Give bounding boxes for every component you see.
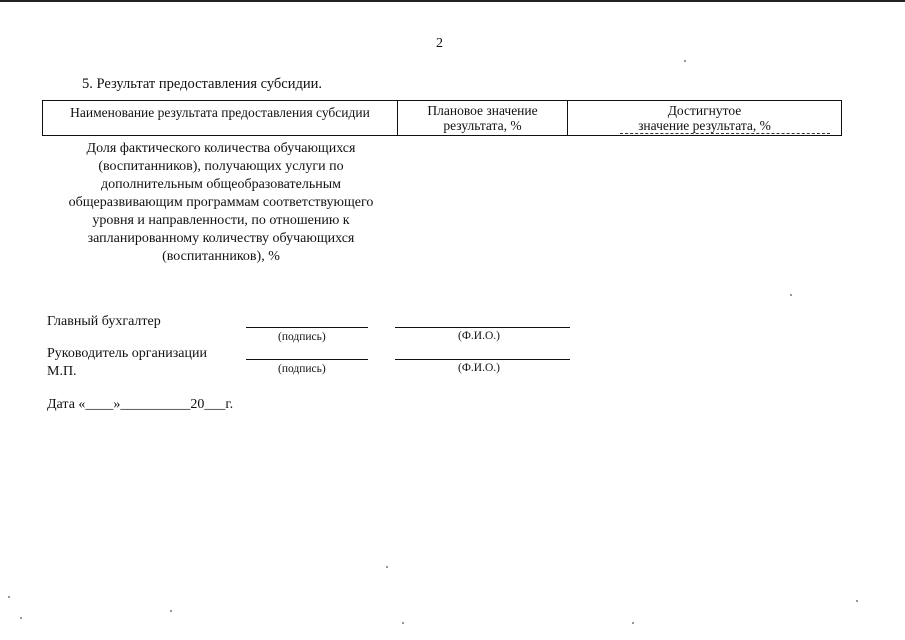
head-signature-caption: (подпись) xyxy=(278,363,326,375)
scan-speck xyxy=(386,566,388,568)
head-of-organization-label: Руководитель организации xyxy=(47,346,207,361)
chief-accountant-label: Главный бухгалтер xyxy=(47,314,161,329)
head-signature-line xyxy=(246,359,368,360)
table-header-result-name-text: Наименование результата предоставления субсидии xyxy=(70,105,370,120)
scan-speck xyxy=(20,617,22,619)
date-line: Дата «____»__________20___г. xyxy=(47,397,234,412)
stamp-label: М.П. xyxy=(47,364,77,379)
scan-speck xyxy=(790,294,792,296)
table-header-planned-value xyxy=(397,101,567,135)
chief-accountant-signature-caption: (подпись) xyxy=(278,331,326,343)
table-header-result-name xyxy=(43,101,397,135)
head-name-line xyxy=(395,359,570,360)
page-number: 2 xyxy=(436,36,443,51)
table-header-achieved-value xyxy=(567,101,841,135)
head-name-caption: (Ф.И.О.) xyxy=(458,362,500,374)
table-header-achieved-value-text: Достигнутое значение результата, % xyxy=(638,103,771,133)
result-table xyxy=(42,100,842,136)
scan-speck xyxy=(402,622,404,624)
chief-accountant-name-caption: (Ф.И.О.) xyxy=(458,330,500,342)
scan-speck xyxy=(856,600,858,602)
dashed-rule xyxy=(620,133,830,134)
table-row-result-name: Доля фактического количества обучающихся (воспитанников), получающих услуги по дополнительным общеобразовательным общеразвивающим программам соответствующего уровня и направленности, по отношению к запланированному количеству обучающихся (воспитанников), % xyxy=(68,141,374,264)
chief-accountant-name-line xyxy=(395,327,570,328)
chief-accountant-signature-line xyxy=(246,327,368,328)
section-heading: 5. Результат предоставления субсидии. xyxy=(82,76,323,92)
scan-speck xyxy=(684,60,686,62)
top-border xyxy=(0,0,905,2)
table-header-planned-value-text: Плановое значение результата, % xyxy=(427,103,538,133)
scan-speck xyxy=(170,610,172,612)
scan-speck xyxy=(632,622,634,624)
scan-speck xyxy=(8,596,10,598)
